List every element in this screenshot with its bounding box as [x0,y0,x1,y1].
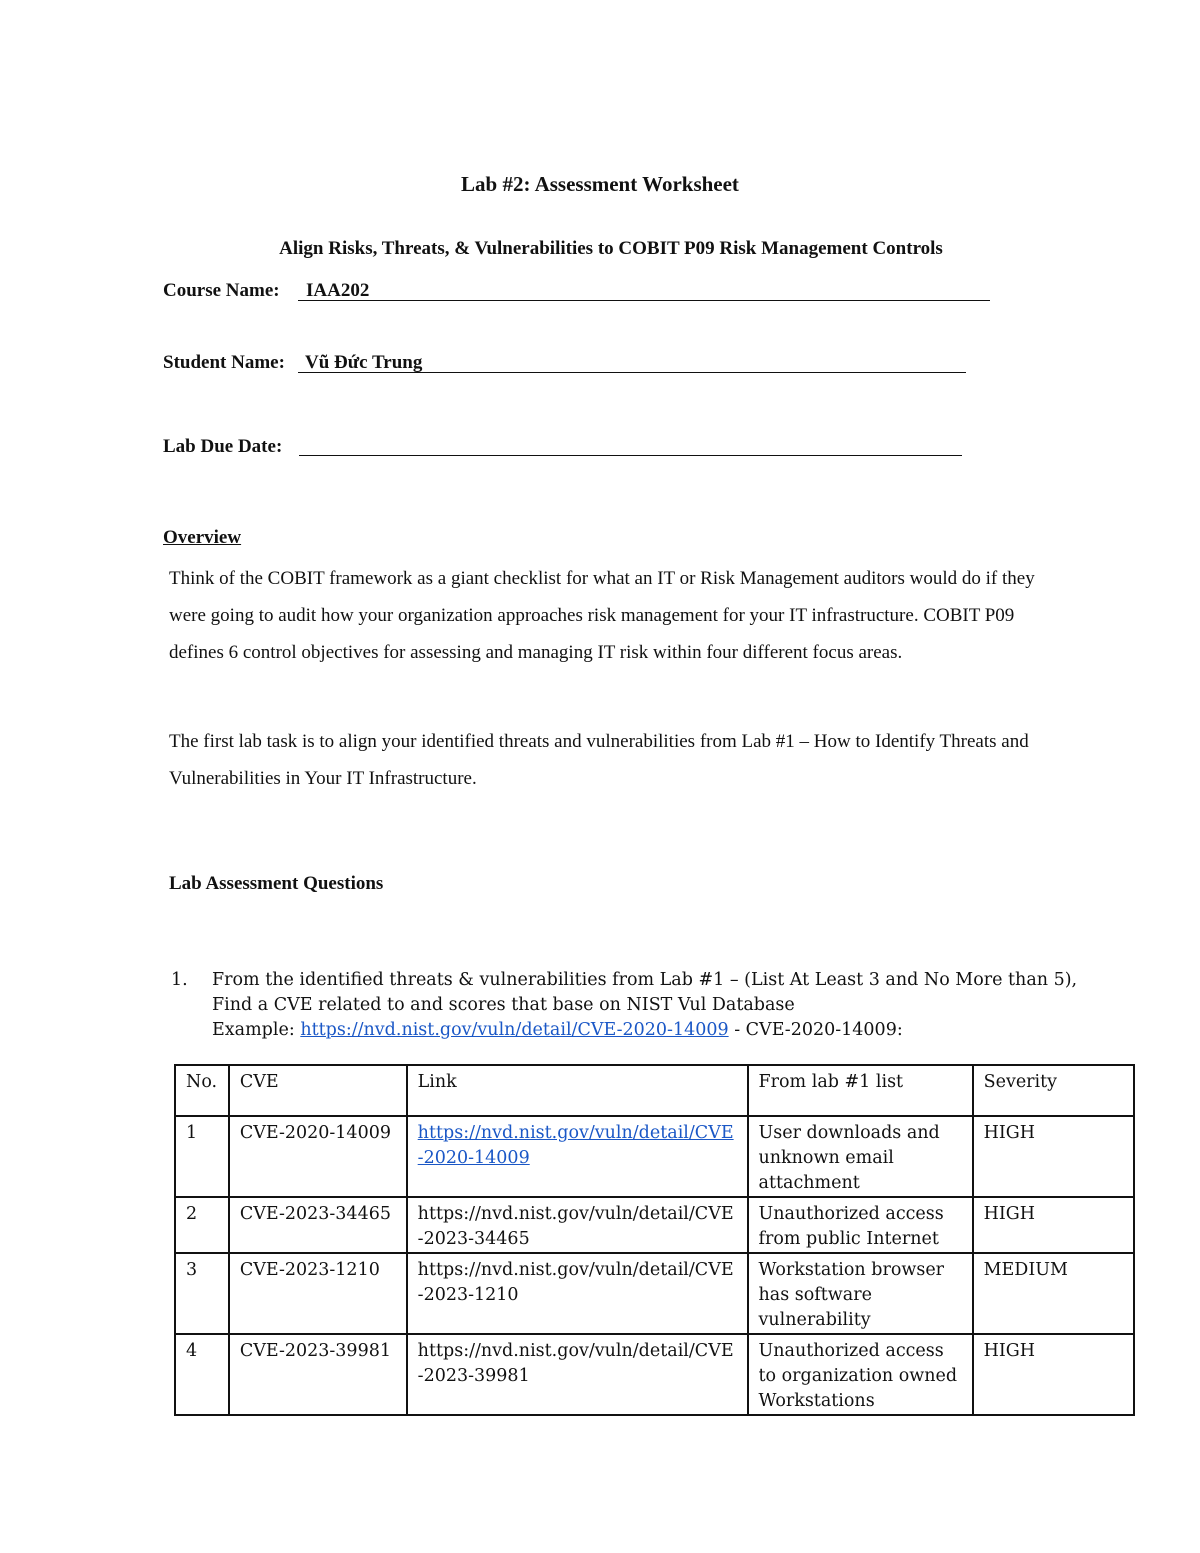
row-cve: CVE-2020-14009 [229,1116,407,1197]
question-1-line-1: From the identified threats & vulnerabilities from Lab #1 – (List At Least 3 and No More than 5), [212,970,1078,990]
table-row [175,1253,1134,1334]
due-date-underline [299,455,962,456]
question-1-line-2: Find a CVE related to and scores that base on NIST Vul Database [212,995,795,1015]
row-cve: CVE-2023-39981 [229,1334,407,1415]
row-severity: HIGH [973,1334,1134,1415]
header-no: No. [175,1065,229,1116]
cve-table [174,1064,1135,1416]
row-item: User downloads and unknown email attachment [748,1116,973,1197]
overview-heading: Overview [163,527,242,548]
student-name-label: Student Name: [163,352,285,373]
row-item: Unauthorized access from public Internet [748,1197,973,1253]
row-no: 2 [175,1197,229,1253]
row-link: https://nvd.nist.gov/vuln/detail/CVE-2023-1210 [407,1253,748,1334]
table-row [175,1197,1134,1253]
header-from-lab: From lab #1 list [748,1065,973,1116]
student-name-value: Vũ Đức Trung [305,352,423,373]
row-no: 4 [175,1334,229,1415]
row-link[interactable]: https://nvd.nist.gov/vuln/detail/CVE-2020-14009 [417,1123,734,1168]
row-no: 1 [175,1116,229,1197]
row-severity: MEDIUM [973,1253,1134,1334]
header-link: Link [407,1065,748,1116]
example-link[interactable]: https://nvd.nist.gov/vuln/detail/CVE-2020-14009 [300,1020,729,1040]
table-row [175,1116,1134,1197]
row-cve: CVE-2023-1210 [229,1253,407,1334]
header-severity: Severity [973,1065,1134,1116]
page-title: Lab #2: Assessment Worksheet [461,172,739,196]
table-row [175,1334,1134,1415]
student-name-underline [298,372,966,373]
row-no: 3 [175,1253,229,1334]
due-date-label: Lab Due Date: [163,436,283,457]
course-name-value: IAA202 [306,280,370,301]
row-cve: CVE-2023-34465 [229,1197,407,1253]
row-severity: HIGH [973,1116,1134,1197]
row-link: https://nvd.nist.gov/vuln/detail/CVE-2023-34465 [407,1197,748,1253]
overview-paragraph-2: The first lab task is to align your identified threats and vulnerabilities from Lab #1 – How to Identify Threats and Vulnerabilities in Your IT Infrastructure. [169,731,1029,789]
table-header-row [175,1065,1134,1116]
overview-paragraph-1: Think of the COBIT framework as a giant checklist for what an IT or Risk Management auditors would do if they were going to audit how your organization approaches risk management for your IT infrastructure. COBIT P09 defines 6 control objectives for assessing and managing IT risk within four different focus areas. [169,568,1035,663]
example-suffix: - CVE-2020-14009: [734,1020,903,1040]
course-name-label: Course Name: [163,280,280,301]
header-cve: CVE [229,1065,407,1116]
questions-heading: Lab Assessment Questions [169,873,384,894]
question-1-number: 1. [171,970,188,990]
row-severity: HIGH [973,1197,1134,1253]
example-label: Example: [212,1020,295,1040]
course-name-underline [298,300,990,301]
row-item: Workstation browser has software vulnerability [748,1253,973,1334]
row-link: https://nvd.nist.gov/vuln/detail/CVE-2023-39981 [407,1334,748,1415]
row-item: Unauthorized access to organization owned Workstations [748,1334,973,1415]
page-subtitle: Align Risks, Threats, & Vulnerabilities to COBIT P09 Risk Management Controls [279,238,943,259]
